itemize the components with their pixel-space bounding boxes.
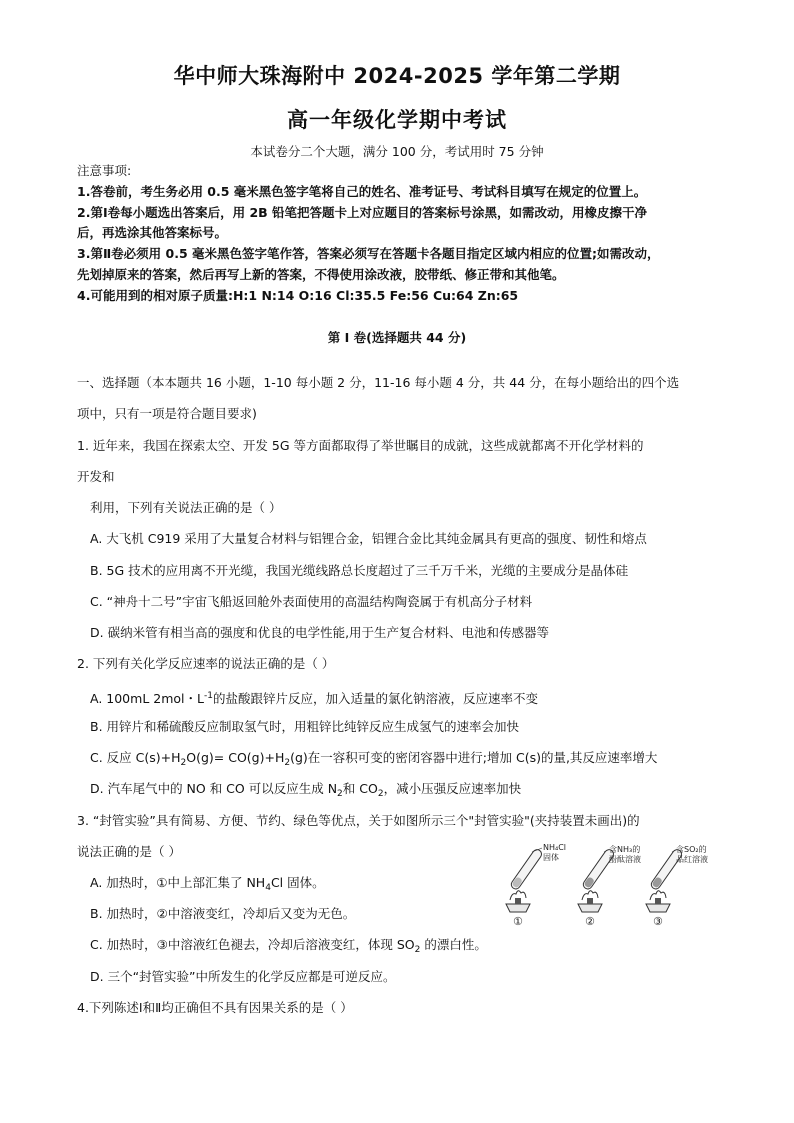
q2-option-d bbox=[90, 780, 521, 803]
q2-option-d-sub1: 2 bbox=[337, 789, 343, 799]
section-title: 第 I 卷(选择题共 44 分) bbox=[327, 330, 467, 345]
alcohol-lamp-3 bbox=[646, 891, 670, 912]
q2-option-c-sub2: 2 bbox=[284, 758, 291, 768]
q3-option-a-text2: Cl 固体。 bbox=[270, 875, 325, 890]
note-3b: 先划掉原来的答案，然后再写上新的答案，不得使用涂改液，胶带纸、修正带和其他笔。 bbox=[77, 267, 565, 282]
sealed-tube-2 bbox=[582, 844, 641, 891]
q2-option-a-sup: -1 bbox=[203, 691, 213, 701]
notes-heading: 注意事项: bbox=[77, 163, 132, 178]
q3-stem-b: 说法正确的是（ ） bbox=[77, 844, 181, 859]
section-intro-a: 一、选择题（本本题共 16 小题，1-10 每小题 2 分，11-16 每小题 4 分，共 44 分，在每小题给出的四个选 bbox=[77, 375, 680, 390]
q4-stem: 4.下列陈述Ⅰ和Ⅱ均正确但不具有因果关系的是（ ） bbox=[77, 1000, 353, 1015]
q3-option-a-sub: 4 bbox=[265, 883, 271, 893]
note-2a: 2.第Ⅰ卷每小题选出答案后，用 2B 铅笔把答题卡上对应题目的答案标号涂黑，如需改动，用橡皮擦干净 bbox=[77, 205, 648, 220]
q2-option-a-text2: 的盐酸跟锌片反应，加入适量的氯化钠溶液，反应速率不变 bbox=[212, 691, 538, 706]
q1-option-b: B. 5G 技术的应用离不开光缆，我国光缆线路总长度超过了三千万千米，光缆的主要成分是晶体硅 bbox=[90, 563, 629, 578]
note-2b: 后，再选涂其他答案标号。 bbox=[77, 225, 228, 240]
q3-option-c-sub: 2 bbox=[414, 945, 421, 955]
q2-option-a-text1: A. 100mL 2mol・L bbox=[90, 691, 204, 706]
q3-option-a bbox=[90, 874, 325, 897]
q2-option-a bbox=[90, 687, 538, 708]
tube2-label-line1: 含NH₃的 bbox=[609, 845, 641, 854]
alcohol-lamp-2 bbox=[578, 891, 602, 912]
note-3a: 3.第Ⅱ卷必须用 0.5 毫米黑色签字笔作答，答案必须写在答题卡各题目指定区域内相应的位置;如需改动， bbox=[77, 246, 660, 261]
section-intro-b: 项中，只有一项是符合题目要求) bbox=[77, 406, 257, 421]
q1-option-c: C. “神舟十二号”宇宙飞船返回舱外表面使用的高温结构陶瓷属于有机高分子材料 bbox=[90, 594, 533, 609]
q2-stem: 2. 下列有关化学反应速率的说法正确的是（ ） bbox=[77, 656, 335, 671]
q2-option-c-sub1: 2 bbox=[180, 758, 187, 768]
sealed-tube-figure bbox=[496, 838, 716, 928]
q2-option-c-text3: (g)在一容积可变的密闭容器中进行;增加 C(s)的量,其反应速率增大 bbox=[290, 750, 658, 765]
tube1-label-line1: NH₄Cl bbox=[543, 843, 567, 852]
alcohol-lamp-1 bbox=[506, 891, 530, 912]
q3-stem-a: 3. “封管实验”具有简易、方便、节约、绿色等优点，关于如图所示三个"封管实验"(夹持装置未画出)的 bbox=[77, 813, 640, 828]
q1-option-d: D. 碳纳米管有相当高的强度和优良的电学性能,用于生产复合材料、电池和传感器等 bbox=[90, 625, 550, 640]
q3-option-d: D. 三个“封管实验”中所发生的化学反应都是可逆反应。 bbox=[90, 969, 396, 984]
tube2-label-line2: 酚酞溶液 bbox=[609, 855, 641, 864]
note-4: 4.可能用到的相对原子质量:H:1 N:14 O:16 Cl:35.5 Fe:56 Cu:64 Zn:65 bbox=[77, 288, 519, 303]
q1-option-a: A. 大飞机 C919 采用了大量复合材料与铝锂合金，铝锂合金比其纯金属具有更高的强度、韧性和熔点 bbox=[90, 531, 647, 546]
tube3-label-line1: 含SO₂的 bbox=[676, 845, 707, 854]
q2-option-d-text2: 和 CO bbox=[342, 781, 378, 796]
tube1-label-line2: 固体 bbox=[543, 853, 559, 862]
q2-option-d-sub2: 2 bbox=[377, 789, 384, 799]
q3-option-c bbox=[90, 936, 487, 959]
q3-option-c-text1: C. 加热时，③中溶液红色褪去，冷却后溶液变红，体现 SO bbox=[90, 937, 415, 952]
q3-option-c-text2: 的漂白性。 bbox=[420, 937, 487, 952]
q2-option-c-text1: C. 反应 C(s)+H bbox=[90, 750, 181, 765]
exam-info: 本试卷分二个大题，满分 100 分，考试用时 75 分钟 bbox=[250, 144, 544, 159]
q2-option-c bbox=[90, 749, 657, 772]
q1-stem-c: 利用，下列有关说法正确的是（ ） bbox=[90, 500, 282, 515]
q2-option-c-text2: O(g)= CO(g)+H bbox=[186, 750, 285, 765]
sealed-tube-3 bbox=[650, 844, 708, 891]
q1-stem-a: 1. 近年来，我国在探索太空、开发 5G 等方面都取得了举世瞩目的成就，这些成就都离不开化学材料的 bbox=[77, 438, 644, 453]
q2-option-d-text3: ，减小压强反应速率加快 bbox=[383, 781, 522, 796]
q3-option-b: B. 加热时，②中溶液变红，冷却后又变为无色。 bbox=[90, 906, 356, 921]
q3-option-a-text1: A. 加热时，①中上部汇集了 NH bbox=[90, 875, 266, 890]
figure-number-1: ① bbox=[513, 915, 523, 928]
q1-stem-b: 开发和 bbox=[77, 469, 115, 484]
note-1: 1.答卷前，考生务必用 0.5 毫米黑色签字笔将自己的姓名、准考证号、考试科目填写在规定的位置上。 bbox=[77, 184, 647, 199]
exam-subtitle: 高一年级化学期中考试 bbox=[287, 108, 507, 132]
figure-number-3: ③ bbox=[653, 915, 663, 928]
q2-option-d-text1: D. 汽车尾气中的 NO 和 CO 可以反应生成 N bbox=[90, 781, 338, 796]
exam-title: 华中师大珠海附中 2024-2025 学年第二学期 bbox=[173, 64, 621, 88]
tube3-label-line2: 品红溶液 bbox=[676, 855, 708, 864]
figure-number-2: ② bbox=[585, 915, 595, 928]
sealed-tube-1 bbox=[510, 843, 566, 891]
q2-option-b: B. 用锌片和稀硫酸反应制取氢气时，用粗锌比纯锌反应生成氢气的速率会加快 bbox=[90, 719, 520, 734]
